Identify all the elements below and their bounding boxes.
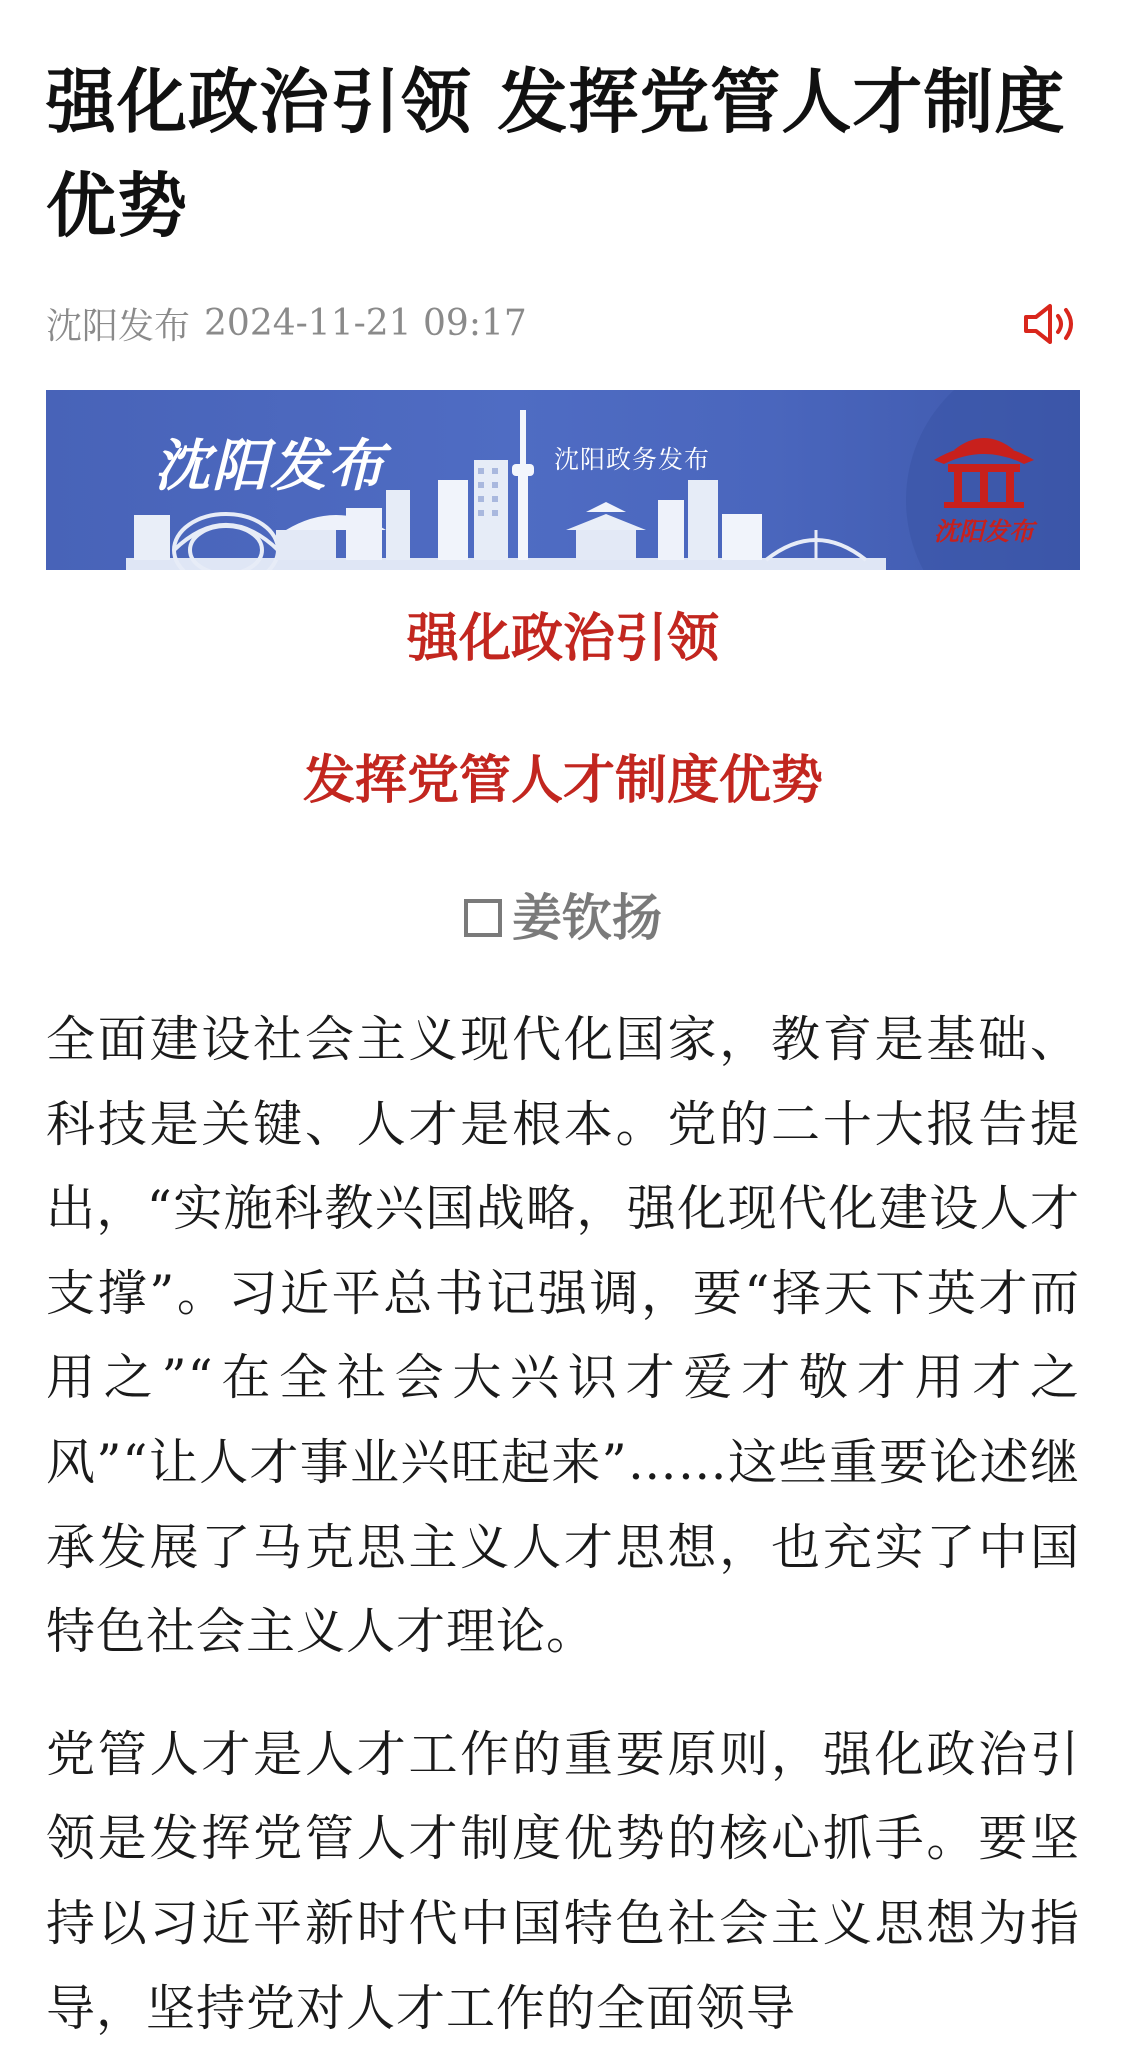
article-source[interactable]: 沈阳发布 <box>46 305 191 347</box>
banner-logo <box>924 420 1044 550</box>
section-heading-2: 发挥党管人才制度优势 <box>302 751 823 811</box>
speaker-icon[interactable] <box>1022 302 1080 346</box>
article-meta <box>46 300 1080 346</box>
section-heading-1: 强化政治引领 <box>406 609 719 669</box>
author-line <box>46 886 1080 950</box>
author-name: 姜钦扬 <box>512 889 662 947</box>
article-datetime: 2024-11-21 09:17 <box>204 302 527 344</box>
article-title: 强化政治引领 发挥党管人才制度优势 <box>46 61 1066 247</box>
paragraph-2: 党管人才是人才工作的重要原则，强化政治引领是发挥党管人才制度优势的核心抓手。要坚持以习近平新时代中国特色社会主义思想为指导，坚持党对人才工作的全面领导 <box>46 1725 1080 2037</box>
banner-image <box>46 390 1080 570</box>
square-icon <box>464 899 502 937</box>
paragraph-1: 全面建设社会主义现代化国家，教育是基础、科技是关键、人才是根本。党的二十大报告提出，“实施科教兴国战略，强化现代化建设人才支撑”。习近平总书记强调，要“择天下英才而用之”“在全社会大兴识才爱才敬才用才之风”“让人才事业兴旺起来”……这些重要论述继承发展了马克思主义人才思想，也充实了中国特色社会主义人才理论。 <box>46 1011 1080 1661</box>
banner-subtitle: 沈阳政务发布 <box>554 445 711 474</box>
banner-title: 沈阳发布 <box>154 434 386 499</box>
logo-text: 沈阳发布 <box>933 517 1034 546</box>
article-page <box>46 0 1080 2051</box>
pavilion-icon <box>924 420 1044 520</box>
